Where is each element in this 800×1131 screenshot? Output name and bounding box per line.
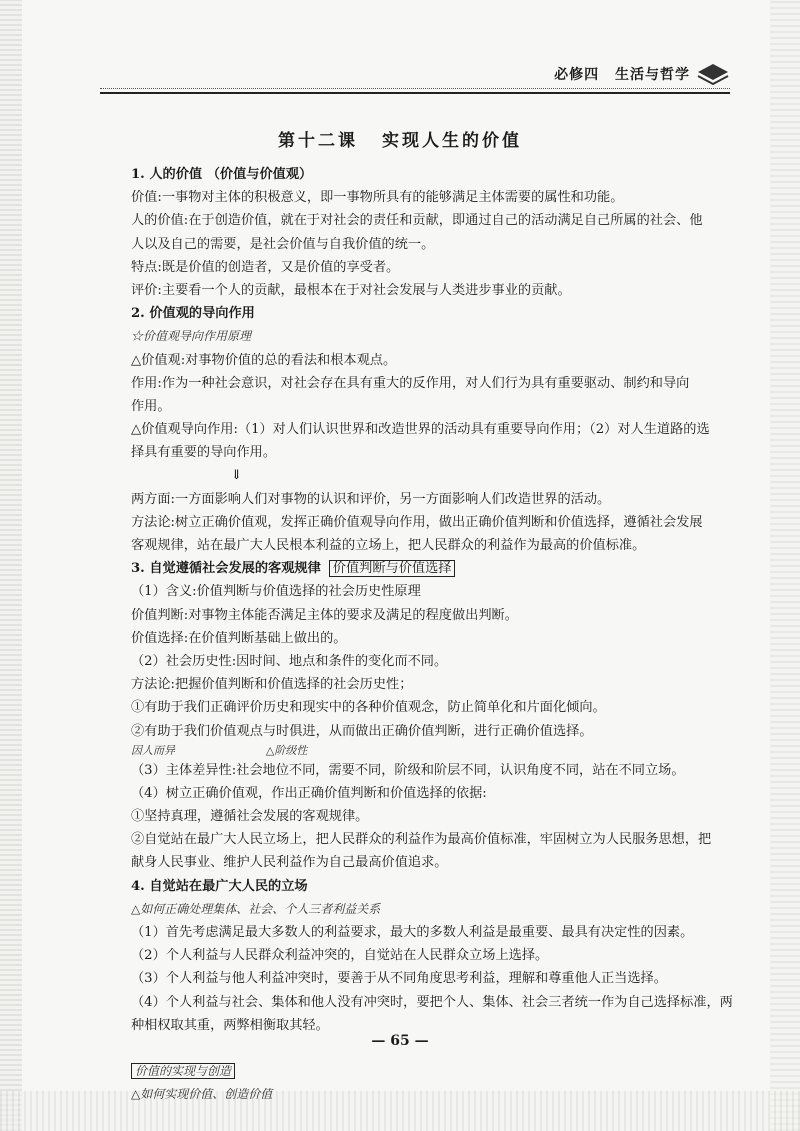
text-line (131, 209, 731, 232)
header-rule (100, 92, 730, 94)
text-line (131, 805, 731, 828)
text-line (131, 233, 731, 256)
line-text: （2）个人利益与人民群众利益冲突的，自觉站在人民群众立场上选择。 (131, 948, 549, 964)
text-line (131, 418, 731, 441)
notes-body (131, 163, 731, 1107)
lesson-number: 第十二课 (278, 131, 358, 151)
line-text: 价值判断:对事物主体能否满足主体的要求及满足的程度做出判断。 (131, 607, 518, 623)
text-line (131, 875, 731, 898)
line-text: （3）个人利益与他人利益冲突时，要善于从不同角度思考利益，理解和尊重他人正当选择。 (131, 971, 667, 987)
lesson-title (0, 126, 800, 151)
text-line (131, 851, 731, 874)
text-line (131, 944, 731, 967)
text-line (131, 302, 731, 325)
line-text: 因人而异 △阶级性 (131, 743, 308, 757)
header-book: 必修四 (554, 67, 600, 83)
text-line (131, 186, 731, 209)
page-number: — 65 — (371, 1033, 429, 1049)
text-line (131, 1060, 731, 1083)
line-text: 客观规律，站在最广大人民根本利益的立场上，把人民群众的利益作为最高的价值标准。 (131, 538, 646, 553)
header-text (544, 64, 690, 84)
line-text: △价值观导向作用:（1）对人们认识世界和改造世界的活动具有重要导向作用；（2）对人生道路的选 (131, 422, 710, 438)
text-line (131, 627, 731, 650)
text-line (131, 256, 731, 279)
line-text: 择具有重要的导向作用。 (131, 445, 277, 461)
line-text: 人的价值:在于创造价值，就在于对社会的责任和贡献，即通过自己的活动满足自己所属的社会、他 (131, 213, 703, 229)
line-text: 3. 自觉遵循社会发展的客观规律 (131, 561, 321, 577)
text-line (131, 534, 731, 557)
line-text: ①坚持真理，遵循社会发展的客观规律。 (131, 809, 369, 825)
line-text: △价值观:对事物价值的总的看法和根本观点。 (131, 352, 397, 368)
line-text: 种相权取其重，两弊相衡取其轻。 (131, 1017, 329, 1033)
text-line (131, 991, 731, 1014)
text-line (131, 325, 731, 348)
line-text: （3）主体差异性:社会地位不同，需要不同，阶级和阶层不同，认识角度不同，站在不同立场。 (131, 762, 685, 778)
line-text: ②有助于我们价值观点与时俱进，从而做出正确价值判断，进行正确价值选择。 (131, 723, 593, 739)
text-line (131, 349, 731, 372)
line-text: ②自觉站在最广大人民立场上，把人民群众的利益作为最高价值标准，牢固树立为人民服务思想，把 (131, 832, 712, 848)
line-text: （4）个人利益与社会、集体和他人没有冲突时，要把个人、集体、社会三者统一作为自己选择标准，两 (131, 994, 733, 1010)
line-text: 献身人民事业、维护人民利益作为自己最高价值追求。 (131, 855, 448, 871)
header-subject: 生活与哲学 (615, 67, 690, 83)
line-text: （1）首先考虑满足最大多数人的利益要求，最大的多数人利益是最重要、最具有决定性的因素。 (131, 925, 694, 940)
line-text: 方法论:把握价值判断和价值选择的社会历史性； (131, 677, 413, 693)
text-line (131, 395, 731, 418)
text-line (131, 464, 731, 487)
page-header (100, 60, 730, 94)
line-text: 价值:一事物对主体的积极意义，即一事物所具有的能够满足主体需要的属性和功能。 (131, 190, 624, 206)
text-line (131, 1083, 731, 1106)
line-text: 方法论:树立正确价值观，发挥正确价值观导向作用，做出正确价值判断和价值选择，遵循社会发展 (131, 514, 703, 530)
line-text: （4）树立正确价值观，作出正确价值判断和价值选择的依据: (131, 785, 487, 801)
text-line (131, 163, 731, 186)
line-text: 2. 价值观的导向作用 (131, 306, 255, 322)
line-text: 人以及自己的需要，是社会价值与自我价值的统一。 (131, 236, 435, 252)
text-line (131, 921, 731, 944)
line-text: ①有助于我们正确评价历史和现实中的各种价值观念，防止简单化和片面化倾向。 (131, 700, 606, 716)
line-text: 作用。 (131, 398, 171, 414)
text-line (131, 511, 731, 534)
line-text: 两方面:一方面影响人们对事物的认识和评价，另一方面影响人们改造世界的活动。 (131, 491, 611, 507)
text-line (131, 673, 731, 696)
text-line (131, 279, 731, 302)
line-text: 价值选择:在价值判断基础上做出的。 (131, 630, 347, 646)
text-line (131, 743, 731, 759)
scan-edge-right (770, 0, 800, 1131)
header-dotted-rule (100, 88, 730, 90)
text-line (131, 759, 731, 782)
line-text: △如何正确处理集体、社会、个人三者利益关系 (131, 901, 381, 916)
text-line (131, 650, 731, 673)
scan-edge-left (0, 0, 22, 1131)
boxed-heading: 价值的实现与创造 (131, 1063, 235, 1079)
boxed-heading: 价值判断与价值选择 (329, 560, 456, 577)
lesson-name: 实现人生的价值 (382, 131, 522, 151)
text-line (131, 488, 731, 511)
line-text: 1. 人的价值 （价值与价值观） (131, 167, 313, 182)
line-text: 作用:作为一种社会意识，对社会存在具有重大的反作用，对人们行为具有重要驱动、制约和导向 (131, 375, 690, 391)
text-line (131, 898, 731, 921)
line-text: ⇓ (231, 468, 243, 484)
text-line (131, 441, 731, 464)
text-line (131, 967, 731, 990)
line-text: （1）含义:价值判断与价值选择的社会历史性原理 (131, 584, 421, 600)
line-text: （2）社会历史性:因时间、地点和条件的变化而不同。 (131, 653, 448, 669)
text-line (131, 720, 731, 743)
text-line (131, 696, 731, 719)
line-text: 4. 自觉站在最广大人民的立场 (131, 878, 308, 894)
text-line (131, 580, 731, 603)
line-text: 评价:主要看一个人的贡献，最根本在于对社会发展与人类进步事业的贡献。 (131, 282, 571, 298)
text-line (131, 557, 731, 580)
text-line (131, 828, 731, 851)
line-text: △如何实现价值、创造价值 (131, 1087, 273, 1102)
line-text: ☆价值观导向作用原理 (131, 329, 252, 344)
line-text: 特点:既是价值的创造者，又是价值的享受者。 (131, 259, 400, 275)
book-stack-icon (696, 62, 730, 86)
text-line (131, 782, 731, 805)
text-line (131, 604, 731, 627)
text-line (131, 372, 731, 395)
